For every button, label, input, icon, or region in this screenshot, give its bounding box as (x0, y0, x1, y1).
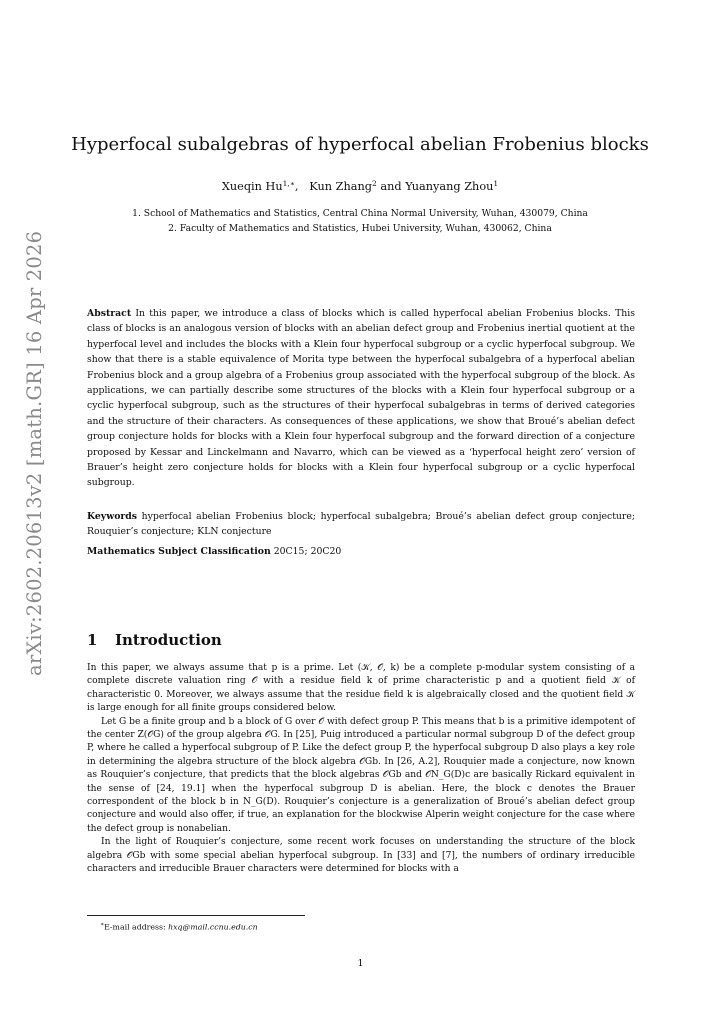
abstract-block (87, 306, 635, 491)
author-line (60, 176, 660, 195)
page-number: 1 (357, 958, 364, 969)
author-mark: 1 (493, 179, 499, 188)
section-title: Introduction (115, 631, 222, 649)
msc-text: 20C15; 20C20 (273, 546, 342, 557)
section-number: 1 (87, 631, 98, 649)
author-name: Yuanyang Zhou (405, 180, 494, 193)
keywords-block (87, 509, 635, 539)
msc-label: Mathematics Subject Classification (87, 546, 271, 557)
author-separator: , (294, 180, 310, 193)
footnote-label: E-mail address: (104, 922, 169, 932)
author-name: Xueqin Hu (221, 180, 283, 193)
section-heading (87, 630, 635, 650)
abstract-label: Abstract (87, 308, 132, 319)
author-name: Kun Zhang (309, 180, 372, 193)
author-mark: 2 (372, 179, 377, 188)
footnote (100, 919, 600, 934)
author-mark: 1,∗ (282, 179, 295, 188)
paragraph: Let G be a finite group and b a block of G over 𝒪 with defect group P. This means that b is a primitive idempotent of the center Z(𝒪G) of the group algebra 𝒪G. In [25], Puig introduced a particular normal subgroup D of the defect group P, where he called a hyperfocal subgroup of P. Like the defect group P, the hyperfocal subgroup D also plays a key role in determining the algebra structure of the block algebra 𝒪Gb. In [26, A.2], Rouquier made a conjecture, now known as Rouquier’s conjecture, that predicts that the block algebras 𝒪Gb and 𝒪N_G(D)c are basically Rickard equivalent in the sense of [24, 19.1] when the hyperfocal subgroup D is abelian. Here, the block c denotes the Brauer correspondent of the block b in N_G(D). Rouquier’s conjecture is a generalization of Broué’s abelian defect group conjecture and would also offer, if true, an explanation for the blockwise Alperin weight conjecture for the case where the defect group is nonabelian. (87, 716, 635, 834)
abstract-text: In this paper, we introduce a class of blocks which is called hyperfocal abelian Frobenius blocks. This class of blocks is an analogous version of blocks with an abelian defect group and Frobenius inertial quotient at the hyperfocal level and includes the blocks with a Klein four hyperfocal subgroup or a cyclic hyperfocal subgroup. We show that there is a stable equivalence of Morita type between the hyperfocal subalgebra of a hyperfocal abelian Frobenius block and a group algebra of a Frobenius group associated with the hyperfocal subgroup of the block. As applications, we can partially describe some structures of the blocks with a Klein four hyperfocal subgroup or a cyclic hyperfocal subgroup, such as the structures of their hyperfocal subalgebras in terms of derived categories and the structure of their characters. As consequences of these applications, we show that Broué’s abelian defect group conjecture holds for blocks with a Klein four hyperfocal subgroup and the forward direction of a conjecture proposed by Kessar and Linckelmann and Navarro, which can be viewed as a ‘hyperfocal height zero’ version of Brauer’s height zero conjecture holds for blocks with a Klein four hyperfocal subgroup or a cyclic hyperfocal subgroup. (87, 308, 635, 489)
author-separator: and (376, 180, 406, 193)
keywords-text: hyperfocal abelian Frobenius block; hyperfocal subalgebra; Broué’s abelian defect group conjecture; Rouquier’s conjecture; KLN conjecture (87, 511, 635, 537)
msc-block (87, 544, 635, 559)
affiliation-line: 1. School of Mathematics and Statistics, Central China Normal University, Wuhan, 430079, China (132, 208, 588, 219)
paragraph: In the light of Rouquier’s conjecture, some recent work focuses on understanding the structure of the block algebra 𝒪Gb with some special abelian hyperfocal subgroup. In [33] and [7], the numbers of ordinary irreducible characters and irreducible Brauer characters were determined for blocks with a (87, 837, 635, 875)
affiliation-line: 2. Faculty of Mathematics and Statistics, Hubei University, Wuhan, 430062, China (168, 223, 552, 234)
paper-title: Hyperfocal subalgebras of hyperfocal abelian Frobenius blocks (71, 134, 649, 155)
paragraph: In this paper, we always assume that p is a prime. Let (𝒦, 𝒪, k) be a complete p-modular system consisting of a complete discrete valuation ring 𝒪 with a residue field k of prime characteristic p and a quotient field 𝒦 of characteristic 0. Moreover, we always assume that the residue field k is algebraically closed and the quotient field 𝒦 is large enough for all finite groups considered below. (87, 663, 635, 714)
arxiv-identifier: arXiv:2602.20613v2 [math.GR] 16 Apr 2026 (23, 230, 46, 676)
footnote-rule (87, 915, 305, 916)
keywords-label: Keywords (87, 511, 138, 522)
affiliations (60, 206, 660, 236)
email-link[interactable]: hxq@mail.ccnu.edu.cn (168, 922, 258, 932)
footnote-mark: ∗ (100, 921, 105, 928)
body-text (87, 662, 635, 877)
